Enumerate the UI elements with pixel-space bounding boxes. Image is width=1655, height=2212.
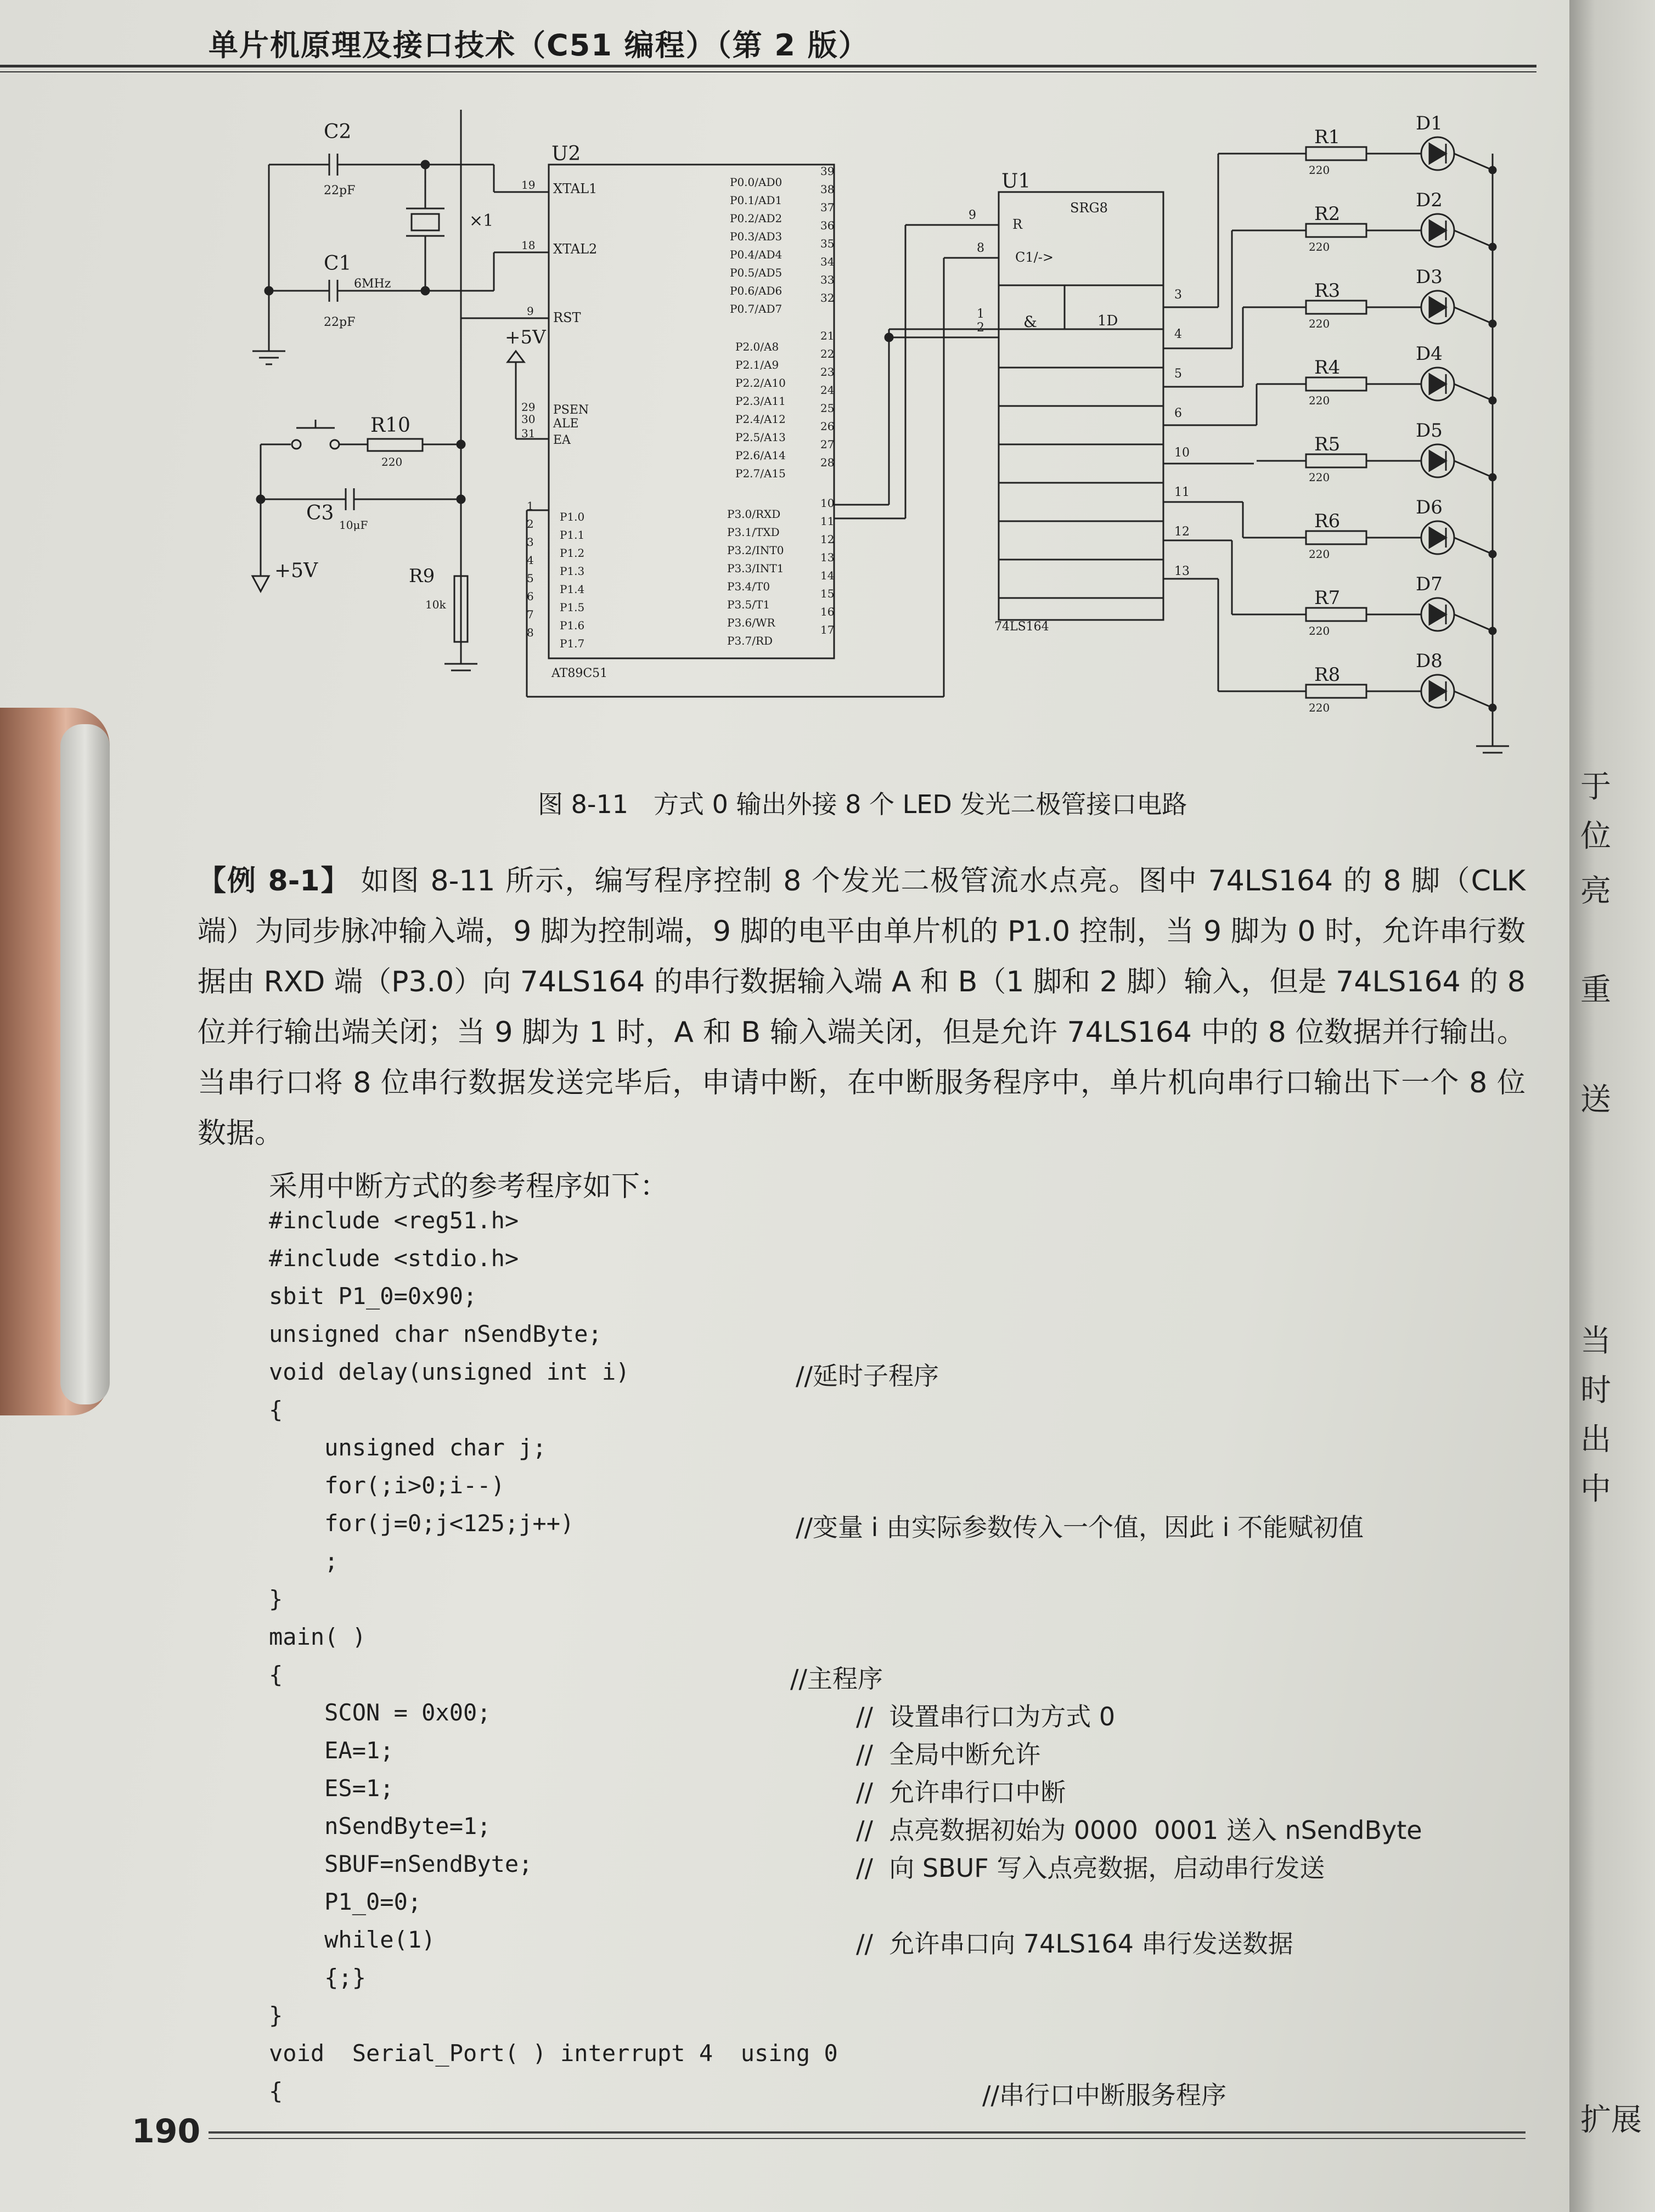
port3-pin-number: 13 bbox=[820, 551, 835, 564]
c1-label: C1 bbox=[324, 252, 352, 275]
r9-value: 10k bbox=[425, 598, 446, 611]
port1-pin-number: 4 bbox=[527, 554, 534, 567]
code-comment: // 设置串行口为方式 0 bbox=[856, 1702, 1116, 1731]
led-label: D1 bbox=[1416, 112, 1443, 134]
c3-label: C3 bbox=[306, 502, 334, 524]
u1-output-pin: 11 bbox=[1174, 486, 1190, 499]
code-comment: // 允许串行口中断 bbox=[856, 1778, 1066, 1807]
port3-pin-number: 12 bbox=[820, 533, 835, 546]
code-line: SBUF=nSendByte; bbox=[269, 1850, 533, 1877]
r9-label: R9 bbox=[409, 565, 435, 587]
port0-pin-number: 32 bbox=[820, 291, 835, 304]
example-label: 【例 8-1】 bbox=[198, 865, 351, 898]
code-line: unsigned char j; bbox=[269, 1434, 547, 1461]
port2-pin-number: 23 bbox=[820, 365, 835, 379]
code-comment: // 允许串口向 74LS164 串行发送数据 bbox=[856, 1929, 1293, 1959]
resistor-value: 220 bbox=[1309, 317, 1330, 330]
port0-pin: P0.0/AD0 bbox=[730, 176, 783, 189]
page-number: 190 bbox=[132, 2112, 201, 2151]
resistor bbox=[1306, 608, 1366, 621]
port0-pin: P0.1/AD1 bbox=[730, 194, 783, 207]
led-label: D5 bbox=[1416, 420, 1443, 442]
port2-pin-number: 25 bbox=[820, 402, 835, 415]
resistor-label: R8 bbox=[1314, 664, 1341, 686]
u1-pin-2: 2 bbox=[977, 321, 984, 335]
port1-pin: P1.5 bbox=[560, 601, 585, 614]
c1-value: 22pF bbox=[324, 315, 356, 329]
resistor bbox=[1306, 685, 1366, 698]
running-title: 单片机原理及接口技术（C51 编程）（第 2 版） bbox=[209, 28, 869, 63]
code-line: #include <reg51.h> bbox=[269, 1207, 519, 1234]
port0-pin-number: 38 bbox=[820, 183, 835, 196]
xtal1-pin: XTAL1 bbox=[553, 181, 598, 196]
and-gate-label: & bbox=[1023, 313, 1037, 331]
code-comment: // 全局中断允许 bbox=[856, 1740, 1041, 1769]
clock-pin-label: C1/-> bbox=[1015, 250, 1054, 265]
port3-pin-number: 10 bbox=[820, 496, 835, 510]
adjacent-page-text: 送 bbox=[1580, 1082, 1611, 1118]
code-comment: //串行口中断服务程序 bbox=[982, 2080, 1226, 2110]
u1-output-pin: 12 bbox=[1174, 525, 1190, 539]
port3-pin-number: 17 bbox=[820, 623, 835, 636]
c2-label: C2 bbox=[324, 121, 352, 143]
crystal-label: ×1 bbox=[469, 211, 494, 230]
resistor bbox=[1306, 531, 1366, 544]
vcc-label: +5V bbox=[505, 326, 546, 348]
example-text: 如图 8-11 所示，编写程序控制 8 个发光二极管流水点亮。图中 74LS164 的 8 脚（CLK 端）为同步脉冲输入端，9 脚为控制端，9 脚的电平由单片机的 P1.0 控制，当 9 脚为 0 时，允许串行数据由 RXD 端（P3.0）向 74LS164 的串行数据输入端 A 和 B（1 脚和 2 脚）输入，但是 74LS164 的 8 位并行输出端关闭；当 9 脚为 1 时，A 和 B 输入端关闭，但是允许 74LS164 中的 8 位数据并行输出。当串行口将 8 位串行数据发送完毕后，申请中断，在中断服务程序中，单片机向串行口输出下一个 8 位数据。 bbox=[198, 865, 1525, 1150]
port0-pin: P0.5/AD5 bbox=[730, 266, 783, 279]
resistor-value: 220 bbox=[1309, 163, 1330, 177]
adjacent-page-text: 于 bbox=[1580, 769, 1611, 805]
u1-pin-9: 9 bbox=[969, 208, 976, 222]
port0-pin-number: 37 bbox=[820, 201, 835, 214]
code-line: { bbox=[269, 2078, 283, 2104]
led-label: D4 bbox=[1416, 343, 1443, 365]
port0-pin-number: 35 bbox=[820, 237, 835, 250]
code-line: for(j=0;j<125;j++) bbox=[269, 1510, 575, 1537]
reset-pin-label: R bbox=[1012, 217, 1023, 232]
vcc-label-b: +5V bbox=[274, 560, 318, 582]
port1-pin: P1.2 bbox=[560, 546, 585, 560]
ic-74ls164-label: 74LS164 bbox=[994, 620, 1049, 634]
code-line: EA=1; bbox=[269, 1737, 394, 1764]
port2-pin: P2.0/A8 bbox=[735, 340, 779, 353]
c2-value: 22pF bbox=[324, 184, 356, 198]
port3-pin-number: 14 bbox=[820, 569, 835, 582]
resistor-value: 220 bbox=[1309, 548, 1330, 561]
c3-value: 10μF bbox=[339, 518, 368, 532]
code-line: nSendByte=1; bbox=[269, 1813, 491, 1839]
phone-clip-band bbox=[60, 724, 110, 1404]
port1-pin: P1.3 bbox=[560, 565, 585, 578]
resistor-value: 220 bbox=[1309, 624, 1330, 637]
port3-pin: P3.5/T1 bbox=[727, 598, 770, 611]
adjacent-page-text: 亮 bbox=[1580, 873, 1611, 909]
code-line: {;} bbox=[269, 1964, 367, 1991]
led-ladder bbox=[1163, 154, 1257, 691]
u1-pin-8: 8 bbox=[977, 241, 984, 255]
port0-pin-number: 39 bbox=[820, 165, 835, 178]
u1-output-pin: 4 bbox=[1174, 328, 1182, 341]
port3-pin: P3.7/RD bbox=[727, 634, 773, 647]
resistor-value: 220 bbox=[1309, 701, 1330, 714]
resistor-label: R7 bbox=[1314, 587, 1341, 609]
header-rule bbox=[0, 65, 1536, 67]
code-comment: //延时子程序 bbox=[796, 1361, 939, 1391]
led-label: D3 bbox=[1416, 266, 1443, 288]
code-intro: 采用中断方式的参考程序如下： bbox=[269, 1170, 669, 1203]
code-comment: // 向 SBUF 写入点亮数据，启动串行发送 bbox=[856, 1853, 1325, 1883]
port1-pin: P1.4 bbox=[560, 583, 585, 596]
pin-18: 18 bbox=[521, 239, 536, 252]
code-comment: //主程序 bbox=[790, 1664, 883, 1694]
led-label: D6 bbox=[1416, 496, 1443, 518]
port0-pin: P0.2/AD2 bbox=[730, 212, 783, 225]
code-line: unsigned char nSendByte; bbox=[269, 1321, 602, 1347]
port2-pin-number: 22 bbox=[820, 347, 835, 360]
code-comment: //变量 i 由实际参数传入一个值，因此 i 不能赋初值 bbox=[796, 1513, 1364, 1542]
code-line: main( ) bbox=[269, 1623, 367, 1650]
port2-pin: P2.7/A15 bbox=[735, 467, 786, 480]
code-line: P1_0=0; bbox=[269, 1888, 422, 1915]
footer-rule bbox=[209, 2138, 1525, 2139]
port2-pin: P2.5/A13 bbox=[735, 431, 786, 444]
c1-frequency: 6MHz bbox=[354, 277, 391, 291]
port2-pin: P2.1/A9 bbox=[735, 358, 779, 371]
adjacent-page-text: 当 bbox=[1580, 1323, 1611, 1359]
resistor-label: R2 bbox=[1314, 203, 1341, 225]
port3-pin: P3.4/T0 bbox=[727, 580, 770, 593]
footer-rule bbox=[209, 2131, 1525, 2134]
resistor bbox=[1306, 147, 1366, 160]
code-line: while(1) bbox=[269, 1926, 436, 1953]
pin-19: 19 bbox=[521, 178, 536, 191]
ale-pin: ALE bbox=[553, 417, 579, 431]
port1-pin: P1.6 bbox=[560, 619, 585, 632]
psen-pin: PSEN bbox=[553, 403, 589, 417]
pin-31: 31 bbox=[521, 427, 536, 440]
u1-output-pin: 3 bbox=[1174, 288, 1182, 302]
port1-pin-number: 5 bbox=[527, 572, 534, 585]
code-line: sbit P1_0=0x90; bbox=[269, 1283, 477, 1310]
u1-output-pin: 13 bbox=[1174, 565, 1190, 578]
port3-pin-number: 15 bbox=[820, 587, 835, 600]
adjacent-page-text: 中 bbox=[1580, 1471, 1611, 1507]
header-rule bbox=[0, 71, 1536, 72]
code-line: void Serial_Port( ) interrupt 4 using 0 bbox=[269, 2040, 838, 2067]
u1-output-pin: 5 bbox=[1174, 367, 1182, 381]
port3-pin: P3.0/RXD bbox=[727, 507, 781, 521]
port2-pin-number: 21 bbox=[820, 329, 835, 342]
port0-pin-number: 36 bbox=[820, 219, 835, 232]
circuit-diagram bbox=[165, 110, 1515, 768]
port0-pin-number: 34 bbox=[820, 255, 835, 268]
port3-pin: P3.2/INT0 bbox=[727, 544, 784, 557]
port1-pin: P1.1 bbox=[560, 528, 585, 541]
port3-pin: P3.1/TXD bbox=[727, 526, 780, 539]
port3-pin: P3.3/INT1 bbox=[727, 562, 784, 575]
u1-output-pin: 6 bbox=[1174, 407, 1182, 420]
port1-pin-number: 1 bbox=[527, 499, 534, 512]
resistor bbox=[1306, 301, 1366, 314]
example-paragraph bbox=[198, 856, 1525, 1159]
port2-pin-number: 27 bbox=[820, 438, 835, 451]
port2-pin-number: 28 bbox=[820, 456, 835, 469]
xtal2-pin: XTAL2 bbox=[553, 241, 598, 257]
u2-label: U2 bbox=[551, 143, 581, 165]
adjacent-page-text: 位 bbox=[1580, 819, 1611, 854]
led-label: D7 bbox=[1416, 573, 1443, 595]
port1-pin: P1.7 bbox=[560, 637, 585, 650]
chip-name: AT89C51 bbox=[551, 667, 608, 680]
port0-pin: P0.3/AD3 bbox=[730, 230, 783, 243]
port0-pin: P0.6/AD6 bbox=[730, 284, 783, 297]
ea-pin: EA bbox=[553, 433, 571, 447]
code-line: #include <stdio.h> bbox=[269, 1245, 519, 1272]
port2-pin-number: 24 bbox=[820, 383, 835, 397]
resistor-label: R6 bbox=[1314, 510, 1341, 532]
pin-9: 9 bbox=[527, 304, 534, 318]
led-label: D2 bbox=[1416, 189, 1443, 211]
adjacent-page-text: 扩展 bbox=[1580, 2102, 1642, 2138]
code-line: } bbox=[269, 2002, 283, 2029]
code-line: SCON = 0x00; bbox=[269, 1699, 491, 1726]
resistor bbox=[1306, 454, 1366, 467]
port3-pin-number: 11 bbox=[820, 515, 835, 528]
port1-pin-number: 8 bbox=[527, 626, 534, 639]
code-line: { bbox=[269, 1661, 283, 1688]
adjacent-page-text: 重 bbox=[1580, 972, 1611, 1008]
resistor bbox=[1306, 377, 1366, 391]
port2-pin: P2.4/A12 bbox=[735, 413, 786, 426]
resistor-value: 220 bbox=[1309, 471, 1330, 484]
figure-caption: 图 8-11 方式 0 输出外接 8 个 LED 发光二极管接口电路 bbox=[538, 789, 1187, 819]
adjacent-page-edge bbox=[1569, 0, 1655, 2212]
pin-30: 30 bbox=[521, 413, 536, 426]
code-comment: // 点亮数据初始为 0000 0001 送入 nSendByte bbox=[856, 1815, 1422, 1845]
u1-output-pin: 10 bbox=[1174, 446, 1190, 460]
port3-pin-number: 16 bbox=[820, 605, 835, 618]
u1-pin-1: 1 bbox=[977, 307, 984, 321]
resistor-label: R1 bbox=[1314, 126, 1341, 148]
port1-pin: P1.0 bbox=[560, 510, 585, 523]
port2-pin: P2.2/A10 bbox=[735, 376, 786, 390]
code-line: ; bbox=[269, 1548, 339, 1575]
resistor-label: R4 bbox=[1314, 357, 1341, 379]
port1-pin-number: 3 bbox=[527, 535, 534, 549]
srg8-label: SRG8 bbox=[1070, 200, 1108, 216]
pin-29: 29 bbox=[521, 400, 536, 414]
led-label: D8 bbox=[1416, 650, 1443, 672]
port2-pin-number: 26 bbox=[820, 420, 835, 433]
adjacent-page-text: 出 bbox=[1580, 1422, 1611, 1458]
port2-pin: P2.3/A11 bbox=[735, 394, 786, 408]
resistor-label: R3 bbox=[1314, 280, 1341, 302]
port1-pin-number: 2 bbox=[527, 517, 534, 531]
rst-pin: RST bbox=[553, 310, 581, 325]
port0-pin-number: 33 bbox=[820, 273, 835, 286]
code-line: { bbox=[269, 1396, 283, 1423]
adjacent-page-text: 时 bbox=[1580, 1373, 1611, 1408]
u1-label: U1 bbox=[1001, 170, 1031, 193]
port0-pin: P0.7/AD7 bbox=[730, 302, 783, 315]
port0-pin: P0.4/AD4 bbox=[730, 248, 783, 261]
resistor-label: R5 bbox=[1314, 433, 1341, 455]
port2-pin: P2.6/A14 bbox=[735, 449, 786, 462]
resistor-value: 220 bbox=[1309, 240, 1330, 253]
code-line: void delay(unsigned int i) bbox=[269, 1358, 630, 1385]
resistor bbox=[1306, 224, 1366, 237]
code-line: ES=1; bbox=[269, 1775, 394, 1802]
port3-pin: P3.6/WR bbox=[727, 616, 775, 629]
port1-pin-number: 7 bbox=[527, 608, 534, 621]
code-line: } bbox=[269, 1585, 283, 1612]
data-input-label: 1D bbox=[1097, 313, 1118, 329]
r10-value: 220 bbox=[381, 455, 403, 469]
resistor-value: 220 bbox=[1309, 394, 1330, 407]
port1-pin-number: 6 bbox=[527, 590, 534, 603]
r10-label: R10 bbox=[370, 414, 410, 437]
code-line: for(;i>0;i--) bbox=[269, 1472, 505, 1499]
